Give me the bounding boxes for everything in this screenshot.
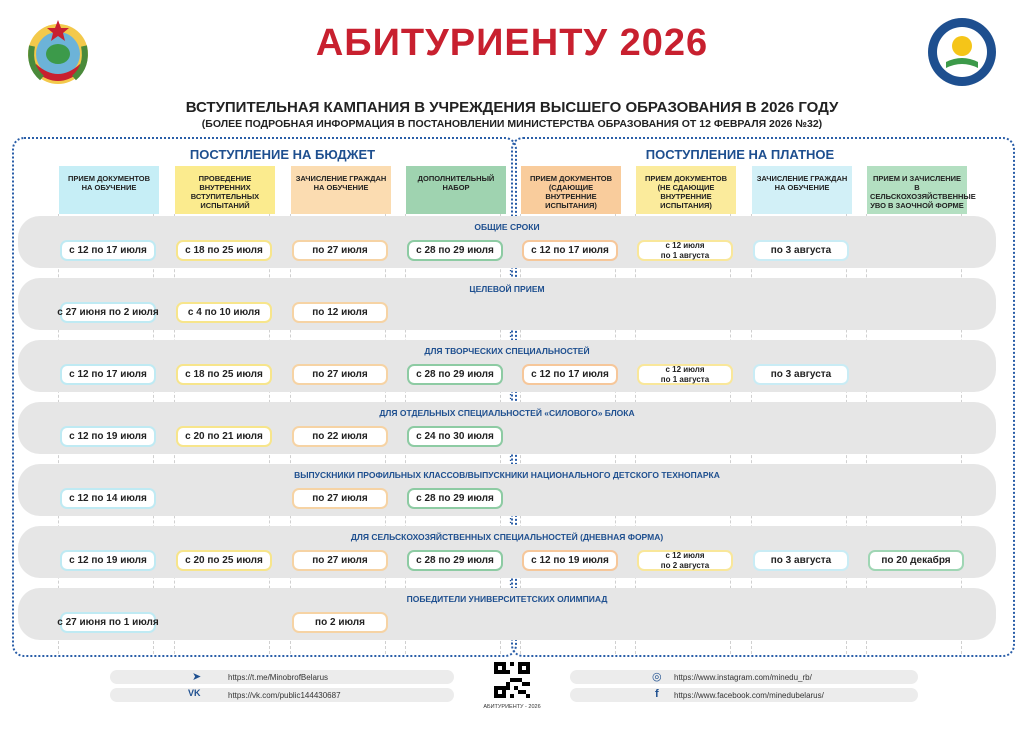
- telegram-link[interactable]: [110, 670, 454, 684]
- date-cell-line: с 12 июля: [665, 241, 705, 251]
- instagram-url: https://www.instagram.com/minedu_rb/: [674, 672, 812, 682]
- page-subtitle: ВСТУПИТЕЛЬНАЯ КАМПАНИЯ В УЧРЕЖДЕНИЯ ВЫСШЕГО ОБРАЗОВАНИЯ В 2026 ГОДУ: [185, 99, 839, 116]
- date-cell: с 12 по 19 июля: [60, 426, 156, 447]
- date-cell: [637, 364, 733, 385]
- vk-url: https://vk.com/public144430687: [228, 690, 341, 700]
- date-cell: с 20 по 25 июля: [176, 550, 272, 571]
- row-title: ДЛЯ ТВОРЧЕСКИХ СПЕЦИАЛЬНОСТЕЙ: [424, 346, 590, 356]
- date-cell: [637, 240, 733, 261]
- date-cell-line: по 1 августа: [660, 374, 710, 384]
- vk-link[interactable]: [110, 688, 454, 702]
- date-cell: с 27 июня по 2 июля: [60, 302, 156, 323]
- date-cell: по 27 июля: [292, 364, 388, 385]
- row-connector: :: [509, 515, 512, 525]
- instagram-icon: ◎: [652, 671, 662, 683]
- row-connector: :: [509, 453, 512, 463]
- date-cell-line: по 1 августа: [660, 250, 710, 260]
- row-connector: :: [509, 267, 512, 277]
- row-connector: :: [509, 329, 512, 339]
- date-cell: по 27 июля: [292, 550, 388, 571]
- column-header: ЗАЧИСЛЕНИЕ ГРАЖДАН НА ОБУЧЕНИЕ: [752, 166, 852, 214]
- row-connector: :: [509, 577, 512, 587]
- column-header: ПРОВЕДЕНИЕ ВНУТРЕННИХ ВСТУПИТЕЛЬНЫХ ИСПЫТАНИЙ: [175, 166, 275, 214]
- date-cell: с 12 по 17 июля: [60, 364, 156, 385]
- date-cell: [637, 550, 733, 571]
- date-cell: по 3 августа: [753, 240, 849, 261]
- page-title: АБИТУРИЕНТУ 2026: [315, 22, 709, 64]
- date-cell: по 12 июля: [292, 302, 388, 323]
- date-cell-line: с 12 июля: [665, 551, 705, 561]
- date-cell: с 28 по 29 июля: [407, 240, 503, 261]
- row-title: ЦЕЛЕВОЙ ПРИЕМ: [469, 284, 545, 294]
- date-cell: по 27 июля: [292, 240, 388, 261]
- date-cell: с 20 по 21 июля: [176, 426, 272, 447]
- row-connector: :: [509, 391, 512, 401]
- row-title: ДЛЯ ОТДЕЛЬНЫХ СПЕЦИАЛЬНОСТЕЙ «СИЛОВОГО» БЛОКА: [379, 408, 635, 418]
- instagram-link[interactable]: [570, 670, 918, 684]
- date-cell: с 12 по 14 июля: [60, 488, 156, 509]
- date-cell: с 24 по 30 июля: [407, 426, 503, 447]
- facebook-link[interactable]: [570, 688, 918, 702]
- date-cell: с 12 по 17 июля: [60, 240, 156, 261]
- telegram-icon: ➤: [192, 671, 202, 683]
- column-header: ПРИЕМ ДОКУМЕНТОВ НА ОБУЧЕНИЕ: [59, 166, 159, 214]
- date-cell: с 28 по 29 июля: [407, 364, 503, 385]
- date-cell: по 22 июля: [292, 426, 388, 447]
- date-cell: с 28 по 29 июля: [407, 550, 503, 571]
- date-cell-line: с 12 июля: [665, 365, 705, 375]
- facebook-url: https://www.facebook.com/minedubelarus/: [674, 690, 824, 700]
- column-header: ПРИЕМ ДОКУМЕНТОВ (НЕ СДАЮЩИЕ ВНУТРЕННИЕ ИСПЫТАНИЯ): [636, 166, 736, 214]
- date-cell: по 20 декабря: [868, 550, 964, 571]
- date-cell: по 27 июля: [292, 488, 388, 509]
- row-title: ВЫПУСКНИКИ ПРОФИЛЬНЫХ КЛАССОВ/ВЫПУСКНИКИ НАЦИОНАЛЬНОГО ДЕТСКОГО ТЕХНОПАРКА: [294, 470, 720, 480]
- date-cell-line: по 2 августа: [660, 560, 710, 570]
- row-title: ОБЩИЕ СРОКИ: [474, 222, 540, 232]
- date-cell: с 4 по 10 июля: [176, 302, 272, 323]
- telegram-url: https://t.me/MinobrofBelarus: [228, 672, 329, 682]
- date-cell: по 3 августа: [753, 550, 849, 571]
- page-subtitle-note: (БОЛЕЕ ПОДРОБНАЯ ИНФОРМАЦИЯ В ПОСТАНОВЛЕНИИ МИНИСТЕРСТВА ОБРАЗОВАНИЯ ОТ 12 ФЕВРАЛЯ 2026 №32): [201, 118, 823, 130]
- date-cell: с 28 по 29 июля: [407, 488, 503, 509]
- date-cell: с 27 июня по 1 июля: [60, 612, 156, 633]
- date-cell: с 12 по 17 июля: [522, 240, 618, 261]
- date-cell: по 2 июля: [292, 612, 388, 633]
- vk-icon: VK: [188, 688, 201, 698]
- column-header: ПРИЕМ ДОКУМЕНТОВ (СДАЮЩИЕ ВНУТРЕННИЕ ИСПЫТАНИЯ): [521, 166, 621, 214]
- date-cell: с 12 по 19 июля: [522, 550, 618, 571]
- column-header: ЗАЧИСЛЕНИЕ ГРАЖДАН НА ОБУЧЕНИЕ: [291, 166, 391, 214]
- qr-code[interactable]: [494, 662, 530, 698]
- qr-label: АБИТУРИЕНТУ - 2026: [483, 704, 541, 710]
- date-cell: с 18 по 25 июля: [176, 364, 272, 385]
- date-cell: с 12 по 19 июля: [60, 550, 156, 571]
- budget-section-title: ПОСТУПЛЕНИЕ НА БЮДЖЕТ: [189, 147, 376, 162]
- facebook-icon: f: [655, 688, 659, 700]
- date-cell: с 18 по 25 июля: [176, 240, 272, 261]
- paid-section-title: ПОСТУПЛЕНИЕ НА ПЛАТНОЕ: [645, 147, 835, 162]
- row-title: ПОБЕДИТЕЛИ УНИВЕРСИТЕТСКИХ ОЛИМПИАД: [406, 594, 608, 604]
- date-cell: с 12 по 17 июля: [522, 364, 618, 385]
- row-title: ДЛЯ СЕЛЬСКОХОЗЯЙСТВЕННЫХ СПЕЦИАЛЬНОСТЕЙ (ДНЕВНАЯ ФОРМА): [350, 532, 664, 542]
- date-cell: по 3 августа: [753, 364, 849, 385]
- column-header: ДОПОЛНИТЕЛЬНЫЙ НАБОР: [406, 166, 506, 214]
- column-header: ПРИЕМ И ЗАЧИСЛЕНИЕ В СЕЛЬСКОХОЗЯЙСТВЕННЫЕ УВО В ЗАОЧНОЙ ФОРМЕ: [867, 166, 967, 214]
